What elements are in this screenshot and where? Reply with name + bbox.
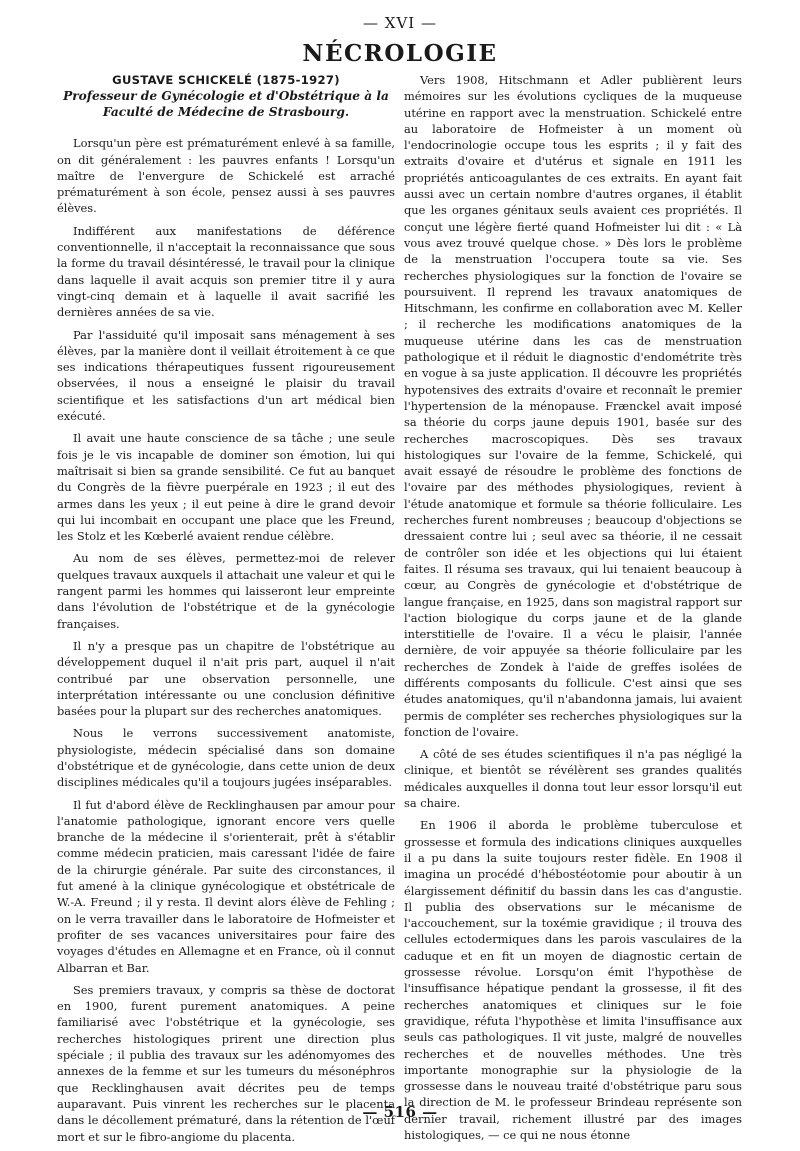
article-subtitle: Professeur de Gynécologie et d'Obstétrique à la Faculté de Médecine de Strasbourg.	[63, 89, 389, 119]
page-number-bottom: — 516 —	[362, 1103, 438, 1121]
paragraph: Il avait une haute conscience de sa tâche ; une seule fois je le vis incapable de dominer son émotion, lui qui maîtrisait si bien sa grande sensibilité. Ce fut au banquet du Congrès de la fièvre puerpérale en 1923 ; il eut des armes dans les yeux ; il eut peine à dire le grand devoir qui lui incombait en occupant une place que les Freund, les Stolz et les Kœberlé avaient rendue célèbre.	[57, 431, 395, 544]
paragraph: Indifférent aux manifestations de déférence conventionnelle, il n'acceptait la reconnaissance que sous la forme du travail désintéressé, le travail pour la clinique dans laquelle il avait acquis son premier titre il y aura vingt-cinq demain et à laquelle il avait sacrifié les dernières années de sa vie.	[57, 223, 395, 320]
paragraph: A côté de ses études scientifiques il n'a pas négligé la clinique, et bientôt se révélèrent ses grandes qualités médicales auxquelles il donna tout leur essor lorsqu'il eut sa chaire.	[404, 747, 742, 811]
article-name: GUSTAVE SCHICKELÉ (1875-1927)	[112, 73, 340, 87]
section-title: NÉCROLOGIE	[302, 40, 498, 67]
paragraph: Il fut d'abord élève de Recklinghausen par amour pour l'anatomie pathologique, ignorant encore vers quelle branche de la médecine il s'orienterait, prêt à s'établir comme médecin praticien, mais caressant l'idée de faire de la chirurgie générale. Par suite des circonstances, il fut amené à la clinique gynécologique et obstétricale de W.-A. Freund ; il y resta. Il devint alors élève de Fehling ; on le verra travailler dans le laboratoire de Hofmeister et profiter de ses vacances universitaires pour faire des voyages d'études en Allemagne et en France, où il connut Albarran et Bar.	[57, 797, 395, 975]
paragraph: Au nom de ses élèves, permettez-moi de relever quelques travaux auxquels il attachait une valeur et qui le rangent parmi les hommes qui laisseront leur empreinte dans l'évolution de l'obstétrique et de la gynécologie françaises.	[57, 551, 395, 631]
paragraph: Il n'y a presque pas un chapitre de l'obstétrique au développement duquel il n'ait pris part, auquel il n'ait contribué par une observation personnelle, une interprétation intéressante ou une conclusion définitive basées pour la plupart sur des recherches anatomiques.	[57, 638, 395, 719]
left-column	[57, 72, 395, 1151]
paragraph: Par l'assiduité qu'il imposait sans ménagement à ses élèves, par la manière dont il veillait étroitement à ce que ses indications thérapeutiques fussent rigoureusement observées, il nous a enseigné le plaisir du travail scientifique et les satisfactions d'un art médical bien exécuté.	[57, 327, 395, 424]
right-column	[404, 72, 742, 1149]
paragraph: Nous le verrons successivement anatomiste, physiologiste, médecin spécialisé dans son domaine d'obstétrique et de gynécologie, dans cette union de deux disciplines médicales qu'il a toujours jugées inséparables.	[57, 726, 395, 790]
paragraph: Vers 1908, Hitschmann et Adler publièrent leurs mémoires sur les évolutions cycliques de la muqueuse utérine en rapport avec la menstruation. Schickelé entre au laboratoire de Hofmeister à un moment où l'endocrinologie occupe tous les esprits ; il y fait des extraits d'ovaire et d'utérus et signale en 1911 les propriétés anticoagulantes de ces extraits. En ayant fait aussi avec un certain nombre d'autres organes, il établit que les organes génitaux seuls avaient ces propriétés. Il conçut une légère fierté quand Hofmeister lui dit : « Là vous avez trouvé quelque chose. » Dès lors le problème de la menstruation l'occupera toute sa vie. Ses recherches physiologiques sur la fonction de l'ovaire se poursuivent. Il reprend les travaux anatomiques de Hitschmann, les confirme en collaboration avec M. Keller ; il recherche les modifications anatomiques de la muqueuse utérine dans les cas de menstruation pathologique et il réduit le diagnostic d'endométrite très en vogue à sa juste application. Il découvre les propriétés hypotensives des extraits d'ovaire et reconnaît le premier l'hypertension de la ménopause. Frænckel avait imposé sa théorie du corps jaune depuis 1901, basée sur des recherches macroscopiques. Dès ses travaux histologiques sur l'ovaire de la femme, Schickelé, qui avait essayé de résoudre le problème des fonctions de l'ovaire par des méthodes physiologiques, revient à l'étude anatomique et formule sa théorie folliculaire. Les recherches furent nombreuses ; beaucoup d'objections se dressaient contre lui ; seul avec sa théorie, il ne cessait de contrôler son idée et les objections qui lui étaient faites. Il résuma ses travaux, qui lui tenaient beaucoup à cœur, au Congrès de gynécologie et d'obstétrique de langue française, en 1925, dans son magistral rapport sur l'action biologique du corps jaune et de la glande interstitielle de l'ovaire. Il a vécu le plaisir, l'année dernière, de voir appuyée sa théorie folliculaire par les recherches de Zondek à l'aide de greffes isolées de différents composants du follicule. C'est ainsi que ses études anatomiques, qu'il n'abandonna jamais, lui avaient permis de compléter ses recherches physiologiques sur la fonction de l'ovaire.	[404, 73, 742, 739]
paragraph: En 1906 il aborda le problème tuberculose et grossesse et formula des indications cliniques auxquelles il a pu dans la suite toujours rester fidèle. En 1908 il imagina un procédé d'hébostéotomie pour aboutir à un élargissement définitif du bassin dans les cas d'angustie. Il publia des observations sur le mécanisme de l'accouchement, sur la toxémie gravidique ; il trouva des cellules ectodermiques dans les parois vasculaires de la caduque et en fit un moyen de diagnostic certain de grossesse révolue. Lorsqu'on émit l'hypothèse de l'insuffisance hépatique pendant la grossesse, il fit des recherches anatomiques et cliniques sur le foie gravidique, réfuta l'hypothèse et limita l'insuffisance aux seuls cas pathologiques. Il vit juste, malgré de nouvelles recherches et de nouvelles méthodes. Une très importante monographie sur la physiologie de la grossesse dans le nouveau traité d'obstétrique paru sous la direction de M. le professeur Brindeau représente son dernier travail, richement illustré par des images histologiques, — ce qui ne nous étonne	[404, 818, 742, 1142]
paragraph: Ses premiers travaux, y compris sa thèse de doctorat en 1900, furent purement anatomiques. A peine familiarisé avec l'obstétrique et la gynécologie, ses recherches histologiques prirent une direction plus spéciale ; il publia des travaux sur les adénomyomes des annexes de la femme et sur les tumeurs du mésonéphros que Recklinghausen avait décrites peu de temps auparavant. Puis vinrent les recherches sur le placenta dans le décollement prématuré, dans la rétention de l'œuf mort et sur le fibro-angiome du placenta.	[57, 982, 395, 1144]
page-number-top: — XVI —	[363, 14, 437, 32]
paragraph: Lorsqu'un père est prématurément enlevé à sa famille, on dit généralement : les pauvres enfants ! Lorsqu'un maître de l'envergure de Schickelé est arraché prématurément à son école, pensez aussi à ses pauvres élèves.	[57, 136, 395, 216]
